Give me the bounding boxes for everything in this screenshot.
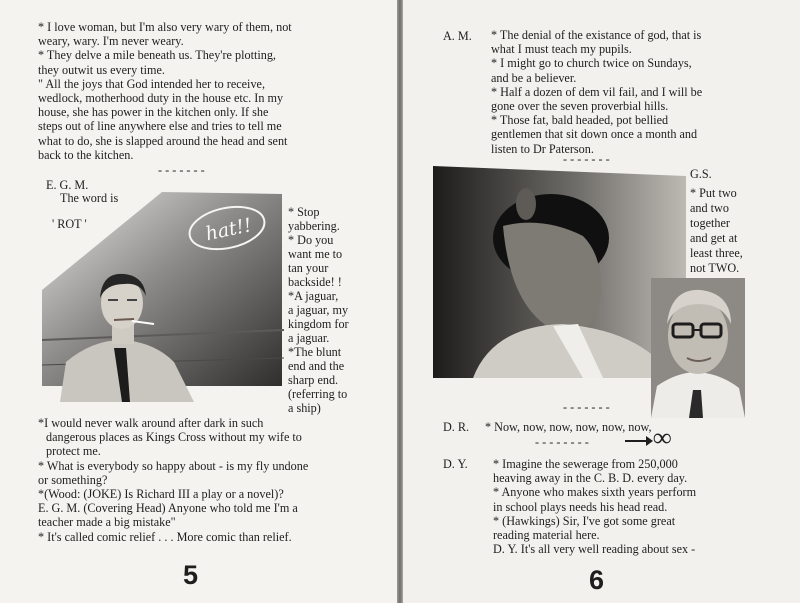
quote-line: " All the joys that God intended her to receive, [38,76,265,91]
quote-line: or something? [38,472,108,487]
quote-line: * Stop [288,205,320,219]
teacher-blackboard-photo [42,190,284,402]
dash-divider: - - - - - - - [158,163,205,177]
quote-line: sharp end. [288,373,339,387]
dash-divider: - - - - - - - [563,152,610,166]
quote-dy-last: D. Y. It's all very well reading about sex - [493,542,696,556]
speaker-label-dy: D. Y. [443,457,468,471]
quote-column-gs [690,186,743,276]
quote-line: * Put two [690,186,737,200]
quote-line: and be a believer. [491,70,577,85]
blackboard-scrawl: hat!! [203,214,254,246]
quote-line: and get at [690,231,738,245]
rot-word: ' ROT ' [52,217,87,231]
quote-line: * Do you [288,233,334,247]
quote-line: * I love woman, but I'm also very wary of them, not [38,20,292,34]
quote-line: kingdom for [288,317,349,331]
page-number: 6 [589,565,605,595]
quote-line: steps out of line anywhere else and tries to tell me [38,119,282,134]
quote-line: want me to [288,247,343,261]
infinity-dashes: - - - - - - - - [535,435,589,449]
page-number: 5 [183,560,199,590]
quote-line: * Imagine the sewerage from 250,000 [493,457,678,471]
man-profile-photo [433,166,686,378]
quote-line: gentlemen that sit down once a month and [491,127,698,142]
quote-line: house, she has power in the kitchen only. If she [38,105,269,120]
quote-line: teacher made a big mistake" [38,515,176,530]
quote-line: reading material here. [493,528,600,543]
quote-line: what I must teach my pupils. [491,42,632,57]
quote-line: listen to Dr Paterson. [491,141,594,156]
quote-line: * (Hawkings) Sir, I've got some great [493,513,676,528]
quote-line: and two [690,201,729,215]
quote-line: yabbering. [288,219,340,233]
quote-line: * They delve a mile beneath us. They're plotting, [38,48,276,63]
quote-line: a jaguar, my [288,303,349,317]
quote-line: * What is everybody so happy about - is my fly undone [38,458,309,473]
quote-line: * I might go to church twice on Sundays, [491,56,692,71]
left-page [0,0,397,603]
quote-line: least three, [690,246,743,260]
quote-line: a ship) [288,401,321,415]
quote-column-side [288,205,349,415]
man-glasses-photo [651,278,745,418]
quote-line: *A jaguar, [288,289,339,303]
quote-line: heaving away in the C. B. D. every day. [493,471,688,486]
quote-block-top [38,20,292,162]
quote-line: * Half a dozen of dem vil fail, and I will be [491,84,703,99]
quote-line: *I would never walk around after dark in such [38,416,264,430]
quote-line: backside! ! [288,275,342,289]
arrow-head-icon [646,436,653,446]
quote-line: together [690,216,730,230]
quote-line: end and the [288,359,345,373]
quote-block-bottom [38,416,308,544]
quote-block-am [491,28,702,156]
quote-line: not TWO. [690,261,740,275]
quote-line: protect me. [46,444,101,459]
speaker-label-dr: D. R. [443,420,470,434]
quote-line: what to do, she is slapped around the head and sent [38,133,288,148]
speaker-label-am: A. M. [443,29,472,43]
quote-line: *(Wood: (JOKE) Is Richard III a play or a novel)? [38,487,284,502]
quote-line: * Those fat, bald headed, pot bellied [491,113,669,128]
quote-line: * It's called comic relief . . . More comic than relief. [38,529,292,544]
quote-line: in school plays needs his head read. [493,499,668,514]
quote-line: (referring to [288,387,348,401]
quote-line: dangerous places as Kings Cross without my wife to [46,430,302,445]
word-intro: The word is [60,191,119,205]
quote-line: a jaguar. [288,331,330,345]
quote-line: E. G. M. (Covering Head) Anyone who told me I'm a [38,501,298,516]
speaker-label: E. G. M. [46,178,89,192]
quote-line: * The denial of the existance of god, that is [491,28,702,42]
right-page [403,0,800,603]
quote-line: wedlock, motherhood duty in the house etc. In my [38,91,284,106]
quote-line: gone over the seven proverbial hills. [491,99,669,114]
quote-block-dy [493,457,696,542]
quote-line: *The blunt [288,345,342,359]
quote-line: back to the kitchen. [38,147,134,162]
speaker-label-gs: G.S. [690,167,712,181]
infinity-icon: ∞ [653,423,672,452]
quote-line: * Anyone who makes sixth years perform [493,485,697,500]
quote-dr: * Now, now, now, now, now, now, [485,420,652,434]
quote-line: tan your [288,261,329,275]
quote-line: they outwit us every time. [38,62,165,77]
quote-line: weary, wary. I'm never weary. [38,34,184,49]
dash-divider: - - - - - - - [563,400,610,414]
